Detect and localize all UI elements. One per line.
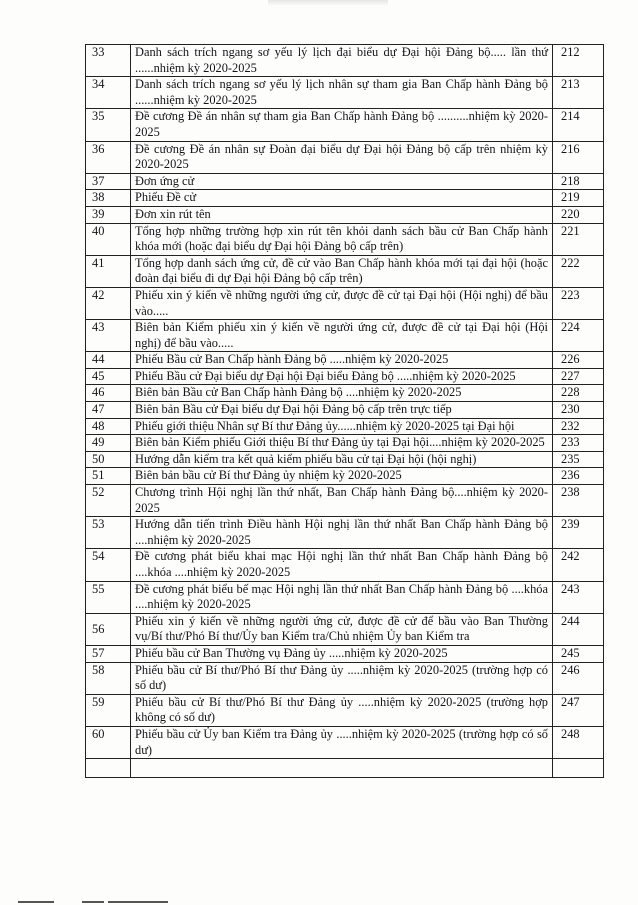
table-row [86, 485, 604, 517]
row-title: Phiếu bầu cử Bí thư/Phó Bí thư Đảng ủy .....nhiệm kỳ 2020-2025 (trường hợp có số dư) [131, 662, 553, 694]
empty-cell [86, 759, 131, 778]
row-number: 40 [86, 223, 131, 255]
row-page-number: 247 [553, 694, 604, 726]
row-title: Đề cương Đề án nhân sự tham gia Ban Chấp hành Đảng bộ ..........nhiệm kỳ 2020-2025 [131, 109, 553, 141]
row-number: 44 [86, 352, 131, 369]
row-title: Danh sách trích ngang sơ yếu lý lịch đại biểu dự Đại hội Đảng bộ..... lần thứ ......nhiệm kỳ 2020-2025 [131, 45, 553, 77]
row-title: Biên bản bầu cử Bí thư Đảng ủy nhiệm kỳ 2020-2025 [131, 468, 553, 485]
table-row [86, 694, 604, 726]
row-number: 47 [86, 402, 131, 419]
row-title: Đơn xin rút tên [131, 206, 553, 223]
row-page-number: 223 [553, 287, 604, 319]
row-title: Danh sách trích ngang sơ yếu lý lịch nhân sự tham gia Ban Chấp hành Đảng bộ ......nhiệm kỳ 2020-2025 [131, 77, 553, 109]
row-title: Phiếu bầu cử Ban Thường vụ Đảng ủy .....nhiệm kỳ 2020-2025 [131, 645, 553, 662]
row-number: 60 [86, 726, 131, 758]
row-page-number: 236 [553, 468, 604, 485]
row-title: Đề cương Đề án nhân sự Đoàn đại biểu dự Đại hội Đảng bộ cấp trên nhiệm kỳ 2020-2025 [131, 141, 553, 173]
toc-body [86, 45, 604, 778]
table-row [86, 223, 604, 255]
row-title: Phiếu bầu cử Ủy ban Kiểm tra Đảng ủy .....nhiệm kỳ 2020-2025 (trường hợp có số dư) [131, 726, 553, 758]
table-row [86, 517, 604, 549]
row-page-number: 248 [553, 726, 604, 758]
table-row [86, 385, 604, 402]
row-title: Tổng hợp những trường hợp xin rút tên khỏi danh sách bầu cử Ban Chấp hành khóa mới (hoặc đại biểu dự Đại hội Đảng bộ cấp trên) [131, 223, 553, 255]
row-page-number: 228 [553, 385, 604, 402]
row-title: Chương trình Hội nghị lần thứ nhất, Ban Chấp hành Đảng bộ....nhiệm kỳ 2020-2025 [131, 485, 553, 517]
row-number: 36 [86, 141, 131, 173]
row-page-number: 246 [553, 662, 604, 694]
table-row [86, 77, 604, 109]
row-title: Tổng hợp danh sách ứng cử, đề cử vào Ban Chấp hành khóa mới tại đại hội (hoặc đoàn đại biểu đi dự Đại hội Đảng bộ cấp trên) [131, 255, 553, 287]
row-title: Phiếu Bầu cử Ban Chấp hành Đảng bộ .....nhiệm kỳ 2020-2025 [131, 352, 553, 369]
table-row [86, 662, 604, 694]
table-of-contents [85, 44, 604, 778]
row-page-number: 239 [553, 517, 604, 549]
row-page-number: 214 [553, 109, 604, 141]
table-row [86, 109, 604, 141]
table-row [86, 402, 604, 419]
row-page-number: 218 [553, 173, 604, 190]
row-title: Phiếu xin ý kiến về những người ứng cử, được đề cử để bầu vào Ban Thường vụ/Bí thư/Phó Bí thư/Ủy ban Kiểm tra/Chủ nhiệm Ủy ban Kiểm tra [131, 613, 553, 645]
row-page-number: 232 [553, 418, 604, 435]
row-page-number: 213 [553, 77, 604, 109]
table-row [86, 368, 604, 385]
row-page-number: 235 [553, 451, 604, 468]
row-number: 52 [86, 485, 131, 517]
row-number: 49 [86, 435, 131, 452]
empty-cell [553, 759, 604, 778]
row-number: 59 [86, 694, 131, 726]
table-row [86, 190, 604, 207]
page-top-mark [268, 0, 388, 6]
row-title: Hướng dẫn tiến trình Điều hành Hội nghị lần thứ nhất Ban Chấp hành Đảng bộ ....nhiệm kỳ 2020-2025 [131, 517, 553, 549]
bottom-mark [82, 901, 104, 903]
table-row [86, 418, 604, 435]
row-page-number: 226 [553, 352, 604, 369]
table-row [86, 468, 604, 485]
table-row [86, 613, 604, 645]
row-number: 41 [86, 255, 131, 287]
row-number: 43 [86, 320, 131, 352]
row-title: Đơn ứng cử [131, 173, 553, 190]
row-number: 53 [86, 517, 131, 549]
row-page-number: 242 [553, 549, 604, 581]
table-row [86, 726, 604, 758]
table-row [86, 206, 604, 223]
row-title: Biên bản Kiểm phiếu xin ý kiến về người ứng cử, được đề cử tại Đại hội (Hội nghị) để bầu vào..... [131, 320, 553, 352]
row-number: 39 [86, 206, 131, 223]
row-title: Hướng dẫn kiểm tra kết quả kiểm phiếu bầu cử tại Đại hội (hội nghị) [131, 451, 553, 468]
row-page-number: 221 [553, 223, 604, 255]
row-page-number: 224 [553, 320, 604, 352]
row-title: Biên bản Bầu cử Ban Chấp hành Đảng bộ ....nhiệm kỳ 2020-2025 [131, 385, 553, 402]
table-row [86, 45, 604, 77]
row-title: Phiếu giới thiệu Nhân sự Bí thư Đảng ủy......nhiệm kỳ 2020-2025 tại Đại hội [131, 418, 553, 435]
row-page-number: 238 [553, 485, 604, 517]
row-number: 42 [86, 287, 131, 319]
table-row [86, 549, 604, 581]
table-row [86, 451, 604, 468]
row-number: 48 [86, 418, 131, 435]
row-title: Đề cương phát biểu bế mạc Hội nghị lần thứ nhất Ban Chấp hành Đảng bộ ....khóa ....nhiệm kỳ 2020-2025 [131, 581, 553, 613]
row-number: 57 [86, 645, 131, 662]
table-row [86, 581, 604, 613]
row-title: Phiếu bầu cử Bí thư/Phó Bí thư Đảng ủy .....nhiệm kỳ 2020-2025 (trường hợp không có số dư) [131, 694, 553, 726]
table-row [86, 645, 604, 662]
row-page-number: 227 [553, 368, 604, 385]
row-page-number: 245 [553, 645, 604, 662]
page-bottom-marks [0, 897, 638, 905]
table-row [86, 287, 604, 319]
row-number: 54 [86, 549, 131, 581]
row-title: Đề cương phát biểu khai mạc Hội nghị lần thứ nhất Ban Chấp hành Đảng bộ ....khóa ....nhiệm kỳ 2020-2025 [131, 549, 553, 581]
row-number: 50 [86, 451, 131, 468]
row-page-number: 212 [553, 45, 604, 77]
row-title: Biên bản Kiểm phiếu Giới thiệu Bí thư Đảng ủy tại Đại hội....nhiệm kỳ 2020-2025 [131, 435, 553, 452]
row-page-number: 219 [553, 190, 604, 207]
row-number: 33 [86, 45, 131, 77]
table-row [86, 320, 604, 352]
row-title: Phiếu Bầu cử Đại biểu dự Đại hội Đại biểu Đảng bộ .....nhiệm kỳ 2020-2025 [131, 368, 553, 385]
row-number: 58 [86, 662, 131, 694]
row-number: 51 [86, 468, 131, 485]
row-page-number: 220 [553, 206, 604, 223]
empty-table-row [86, 759, 604, 778]
row-page-number: 230 [553, 402, 604, 419]
table-row [86, 141, 604, 173]
table-row [86, 435, 604, 452]
row-page-number: 244 [553, 613, 604, 645]
row-number: 56 [86, 613, 131, 645]
row-number: 55 [86, 581, 131, 613]
row-number: 34 [86, 77, 131, 109]
row-number: 46 [86, 385, 131, 402]
row-page-number: 216 [553, 141, 604, 173]
table-row [86, 173, 604, 190]
row-number: 38 [86, 190, 131, 207]
row-number: 35 [86, 109, 131, 141]
bottom-mark [108, 901, 168, 903]
row-number: 45 [86, 368, 131, 385]
row-number: 37 [86, 173, 131, 190]
table-row [86, 255, 604, 287]
row-page-number: 222 [553, 255, 604, 287]
row-title: Phiếu Đề cử [131, 190, 553, 207]
bottom-mark [18, 901, 54, 903]
table-row [86, 352, 604, 369]
row-title: Biên bản Bầu cử Đại biểu dự Đại hội Đảng bộ cấp trên trực tiếp [131, 402, 553, 419]
empty-cell [131, 759, 553, 778]
row-page-number: 233 [553, 435, 604, 452]
row-page-number: 243 [553, 581, 604, 613]
row-title: Phiếu xin ý kiến về những người ứng cử, được đề cử tại Đại hội (Hội nghị) để bầu vào..... [131, 287, 553, 319]
